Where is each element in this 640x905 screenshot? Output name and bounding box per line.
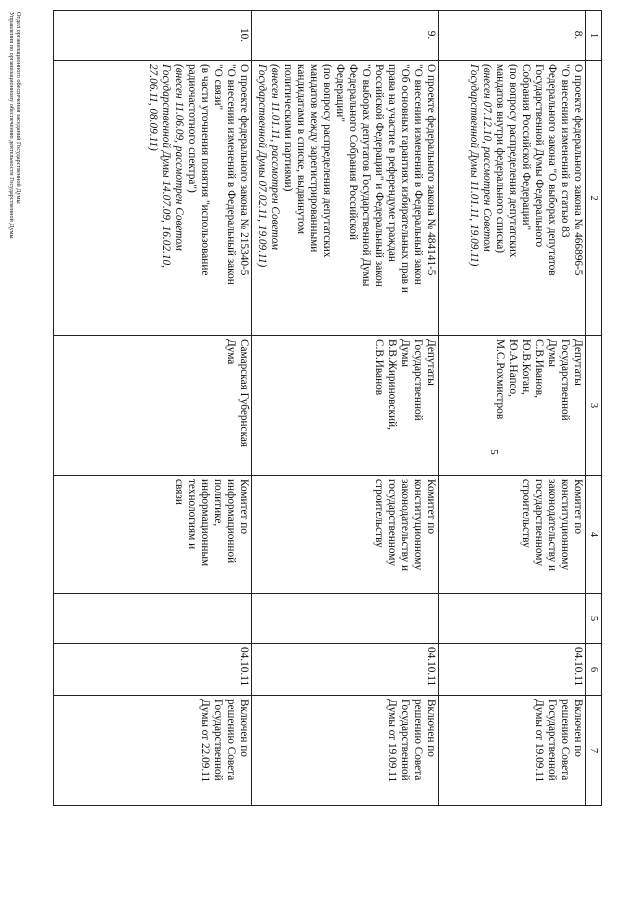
table-row — [54, 11, 252, 806]
footer-line: Управления по организационному обеспечению деятельности Государственной Думы — [8, 12, 15, 239]
cell-line: решению Совета — [225, 699, 237, 781]
cell-line: Государственной — [399, 699, 411, 781]
cell-line: кандидатами в списке, выдвинутом — [295, 64, 307, 235]
row-number-cell: 10. — [54, 11, 252, 61]
date-cell: 04.10.11 — [54, 644, 252, 696]
cell-line: (в части уточнения понятия "использование — [199, 64, 211, 276]
cell-line: Федерального закона "О выборах депутатов — [546, 64, 558, 276]
cell-line: "О внесении изменений в Федеральный закон — [225, 64, 237, 285]
cell-line: "О внесении изменений в Федеральный закон — [412, 64, 424, 285]
cell-line: Государственной Думы 11.01.11, 19.09.11) — [468, 64, 480, 267]
cell-line: С.В.Иванов — [373, 339, 385, 396]
cell-line: политическими партиями) — [282, 64, 294, 192]
cell-line: "Об основных гарантиях избирательных прав и — [399, 64, 411, 293]
cell-line: Думы от 19.09.11 — [533, 699, 545, 783]
column-header: 3 — [586, 336, 602, 476]
cell-line: Государственной — [212, 699, 224, 781]
cell-line: Дума — [225, 339, 237, 365]
authors-cell — [439, 336, 586, 476]
header-row — [586, 11, 602, 806]
cell-line: государственному — [533, 479, 545, 567]
cell-line: Включен по — [572, 699, 584, 757]
empty-cell — [54, 594, 252, 644]
date-cell: 04.10.11 — [439, 644, 586, 696]
cell-line: мандатов внутри федерального списка) — [494, 64, 506, 254]
cell-line: Включен по — [238, 699, 250, 757]
column-header: 4 — [586, 476, 602, 594]
cell-line: М.С.Рохмистров — [494, 339, 506, 420]
cell-line: Российской Федерации" и Федеральный закон — [373, 64, 385, 287]
cell-line: строительству — [373, 479, 385, 548]
cell-line: (внесен 07.12.10, рассмотрен Советом — [481, 64, 493, 252]
cell-line: законодательству и — [546, 479, 558, 572]
bill-description-cell — [439, 61, 586, 336]
column-header: 1 — [586, 11, 602, 61]
cell-line: С.В.Иванов, — [533, 339, 545, 398]
cell-line: Думы от 22.09.11 — [199, 699, 211, 783]
bill-description-cell — [54, 61, 252, 336]
cell-line: Комитет по — [238, 479, 250, 535]
cell-line: решению Совета — [559, 699, 571, 781]
committee-cell — [439, 476, 586, 594]
cell-line: Государственной — [412, 339, 424, 421]
cell-line: "О выборах депутатов Государственной Думы — [360, 64, 372, 287]
cell-line: Думы от 19.09.11 — [386, 699, 398, 783]
cell-line: Комитет по — [425, 479, 437, 535]
cell-line: Собрания Российской Федерации" — [520, 64, 532, 231]
row-number-cell: 8. — [439, 11, 586, 61]
cell-line: Думы — [399, 339, 411, 367]
cell-line: 27.06.11, 08.09.11) — [147, 64, 159, 151]
date-cell: 04.10.11 — [252, 644, 439, 696]
status-cell — [54, 696, 252, 806]
empty-cell — [252, 594, 439, 644]
cell-line: Комитет по — [572, 479, 584, 535]
row-number-cell: 9. — [252, 11, 439, 61]
cell-line: Государственной Думы 07.02.11, 19.09.11) — [256, 64, 268, 268]
cell-line: технологиям и — [186, 479, 198, 550]
cell-line: строительству — [520, 479, 532, 548]
cell-line: Федерации" — [334, 64, 346, 122]
committee-cell — [54, 476, 252, 594]
cell-line: конституционному — [412, 479, 424, 571]
cell-line: (внесен 11.06.09, рассмотрен Советом — [173, 64, 185, 251]
cell-line: государственному — [386, 479, 398, 567]
cell-line: решению Совета — [412, 699, 424, 781]
column-header: 7 — [586, 696, 602, 806]
cell-line: (внесен 11.01.11, рассмотрен Советом — [269, 64, 281, 251]
cell-line: Ю.В.Коган, — [520, 339, 532, 395]
cell-line: (по вопросу распределения депутатских — [321, 64, 333, 258]
authors-cell — [54, 336, 252, 476]
column-header: 6 — [586, 644, 602, 696]
cell-line: конституционному — [559, 479, 571, 571]
cell-line: Думы — [546, 339, 558, 367]
cell-line: О проекте федерального закона № 466896-5 — [572, 64, 584, 276]
page-number: 5 — [488, 449, 500, 455]
column-header: 5 — [586, 594, 602, 644]
empty-cell — [439, 594, 586, 644]
cell-line: Государственной — [559, 339, 571, 421]
cell-line: Депутаты — [572, 339, 584, 386]
agenda-table — [53, 10, 602, 806]
cell-line: Депутаты — [425, 339, 437, 386]
table-row — [439, 11, 586, 806]
cell-line: (по вопросу распределения депутатских — [507, 64, 519, 258]
bill-description-cell — [252, 61, 439, 336]
table-row — [252, 11, 439, 806]
cell-line: В.В.Жириновский, — [386, 339, 398, 430]
status-cell — [439, 696, 586, 806]
cell-line: Самарская Губернская — [238, 339, 250, 448]
committee-cell — [252, 476, 439, 594]
cell-line: Государственной Думы 14.07.09, 16.02.10, — [160, 64, 172, 268]
cell-line: законодательству и — [399, 479, 411, 572]
cell-line: права на участие в референдуме граждан — [386, 64, 398, 262]
cell-line: информационной — [225, 479, 237, 564]
cell-line: политике, — [212, 479, 224, 527]
cell-line: Государственной — [546, 699, 558, 781]
cell-line: информационным — [199, 479, 211, 567]
cell-line: Ю.А.Напсо, — [507, 339, 519, 397]
cell-line: "О связи" — [212, 64, 224, 111]
status-cell — [252, 696, 439, 806]
footer-line: Отдел организационного обеспечения заседаний Государственной Думы — [15, 12, 22, 204]
cell-line: О проекте федерального закона № 484141-5 — [425, 64, 437, 276]
cell-line: Включен по — [425, 699, 437, 757]
cell-line: "О внесении изменений в статью 83 — [559, 64, 571, 238]
column-header: 2 — [586, 61, 602, 336]
cell-line: Федерального Собрания Российской — [347, 64, 359, 241]
authors-cell — [252, 336, 439, 476]
cell-line: радиочастотного спектра") — [186, 64, 198, 193]
cell-line: связи — [173, 479, 185, 505]
cell-line: О проекте федерального закона № 215340-5 — [238, 64, 250, 276]
cell-line: Государственной Думы Федерального — [533, 64, 545, 248]
cell-line: мандатов между зарегистрированными — [308, 64, 320, 253]
